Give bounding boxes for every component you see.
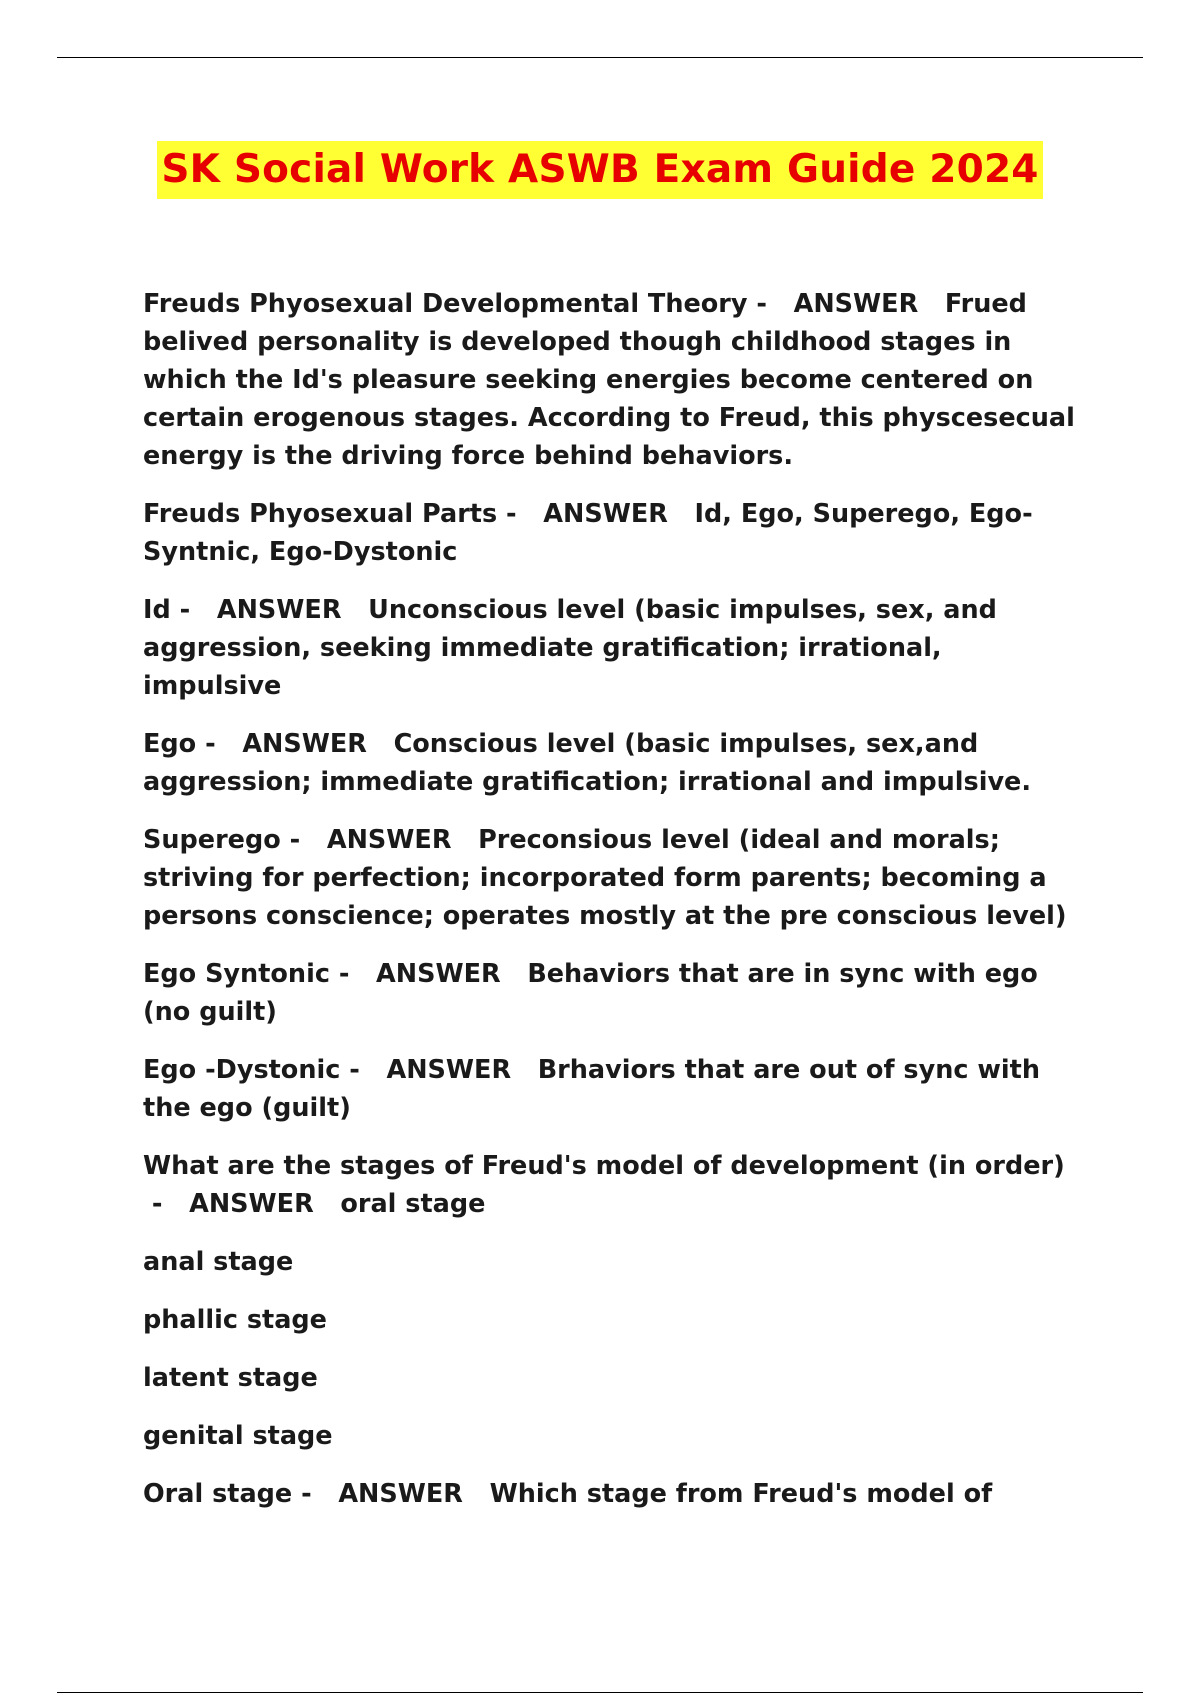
term-separator: - xyxy=(280,825,310,855)
answer-label: ANSWER xyxy=(376,959,501,989)
entry-term: Superego xyxy=(143,825,281,855)
top-rule xyxy=(57,57,1143,58)
entry-term: Ego xyxy=(143,729,197,759)
qa-entry xyxy=(143,285,1088,475)
answer-label: ANSWER xyxy=(386,1055,512,1085)
term-separator: - xyxy=(196,729,225,759)
qa-entry xyxy=(143,725,1088,801)
answer-label: ANSWER xyxy=(216,595,342,625)
entry-answer: Preconsious level (ideal and morals; striving for perfection; incorporated form parents; becoming a persons conscience; operates mostly at the pre conscious level) xyxy=(143,825,1067,931)
entry-term: What are the stages of Freud's model of development (in order) xyxy=(143,1151,1065,1181)
entry-term: Ego -Dystonic xyxy=(143,1055,341,1085)
entry-answer: Unconscious level (basic impulses, sex, and aggression, seeking immediate gratification; irrational, impulsive xyxy=(143,595,997,701)
stage-line: phallic stage xyxy=(143,1305,327,1335)
entry-term: Oral stage xyxy=(143,1479,293,1509)
answer-label: ANSWER xyxy=(242,729,367,759)
stage-line: anal stage xyxy=(143,1247,294,1277)
term-separator: - xyxy=(340,1055,369,1085)
answer-label: ANSWER xyxy=(338,1479,463,1509)
entry-answer: Id, Ego, Superego, Ego-Syntnic, Ego-Dystonic xyxy=(143,499,1033,567)
term-separator: - xyxy=(747,289,776,319)
answer-label: ANSWER xyxy=(543,499,668,529)
entry-answer: Behaviors that are in sync with ego (no guilt) xyxy=(143,959,1038,1027)
qa-entry xyxy=(143,591,1088,705)
entry-term: Freuds Phyosexual Developmental Theory xyxy=(143,289,748,319)
bottom-rule xyxy=(57,1692,1143,1693)
stage-line: latent stage xyxy=(143,1363,318,1393)
answer-label: ANSWER xyxy=(326,825,452,855)
qa-entry xyxy=(143,1475,1088,1513)
answer-label: ANSWER xyxy=(793,289,919,319)
qa-entry xyxy=(143,1051,1088,1127)
term-separator: - xyxy=(292,1479,321,1509)
qa-entry xyxy=(143,495,1088,571)
qa-entry xyxy=(143,821,1088,935)
term-separator: - xyxy=(497,499,526,529)
entry-answer: oral stage xyxy=(340,1189,486,1219)
title-container xyxy=(0,141,1200,199)
qa-entry xyxy=(143,1147,1088,1223)
term-separator: - xyxy=(143,1189,172,1219)
document-body xyxy=(143,285,1088,1533)
entry-answer: Brhaviors that are out of sync with the ego (guilt) xyxy=(143,1055,1040,1123)
entry-answer: Conscious level (basic impulses, sex,and aggression; immediate gratification; irrational and impulsive. xyxy=(143,729,1032,797)
entry-term: Ego Syntonic xyxy=(143,959,330,989)
answer-label: ANSWER xyxy=(189,1189,314,1219)
document-title: SK Social Work ASWB Exam Guide 2024 xyxy=(157,141,1042,199)
qa-entry xyxy=(143,955,1088,1031)
entry-term: Id xyxy=(143,595,171,625)
term-separator: - xyxy=(329,959,359,989)
stage-line: genital stage xyxy=(143,1421,333,1451)
entry-answer: Frued belived personality is developed though childhood stages in which the Id's pleasure seeking energies become centered on certain erogenous stages. According to Freud, this physcesecual energy is the driving force behind behaviors. xyxy=(143,289,1075,471)
entry-term: Freuds Phyosexual Parts xyxy=(143,499,498,529)
entry-answer: Which stage from Freud's model of xyxy=(489,1479,993,1509)
term-separator: - xyxy=(170,595,200,625)
